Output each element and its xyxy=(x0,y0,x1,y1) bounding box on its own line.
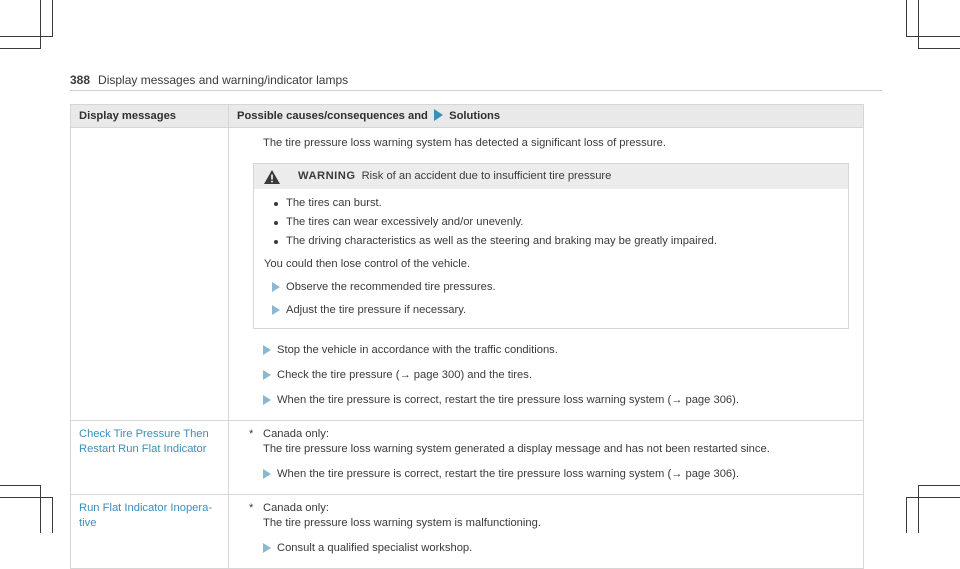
crop-mark xyxy=(40,0,41,48)
list-item xyxy=(264,196,838,211)
solution-step xyxy=(237,467,855,482)
crop-mark xyxy=(918,485,919,533)
warning-box xyxy=(253,163,849,329)
qualifier-line xyxy=(249,501,855,516)
bullet-icon xyxy=(274,240,278,244)
qualifier-text: Canada only: xyxy=(263,428,329,440)
message-cell: Run Flat Indicator Inopera-tive xyxy=(71,495,229,569)
triangle-right-icon xyxy=(263,370,271,380)
bullet-text: The driving characteristics as well as the steering and braking may be greatly impaired. xyxy=(286,235,717,247)
page-title: Display messages and warning/indicator lamps xyxy=(98,73,349,87)
step-text: When the tire pressure is correct, restart the tire pressure loss warning system (→ page 306). xyxy=(277,468,739,480)
step-text: Consult a qualified specialist workshop. xyxy=(277,542,473,554)
step-text: Stop the vehicle in accordance with the traffic conditions. xyxy=(277,344,558,356)
warning-step xyxy=(264,303,838,318)
step-text: Adjust the tire pressure if necessary. xyxy=(286,304,467,316)
warning-header xyxy=(254,164,848,189)
solutions-cell xyxy=(229,495,864,569)
triangle-right-icon xyxy=(272,305,280,315)
crop-mark xyxy=(52,0,53,36)
bullet-icon xyxy=(274,221,278,225)
description-text: The tire pressure loss warning system generated a display message and has not been restarted since. xyxy=(263,443,770,455)
bullet-icon xyxy=(274,202,278,206)
warning-step xyxy=(264,280,838,295)
intro-text: The tire pressure loss warning system has detected a significant loss of pressure. xyxy=(263,137,666,149)
crop-mark xyxy=(52,497,53,533)
col-header-display-messages: Display messages xyxy=(71,105,229,128)
table-row xyxy=(71,495,864,569)
warning-triangle-icon xyxy=(264,170,280,184)
warning-text: Risk of an accident due to insufficient tire pressure xyxy=(361,170,612,182)
col-header-causes-label: Possible causes/consequences and xyxy=(237,109,428,122)
warning-title: WARNING xyxy=(298,170,356,182)
description-text: The tire pressure loss warning system is malfunctioning. xyxy=(263,517,541,529)
crop-mark xyxy=(40,485,41,533)
message-cell: Check Tire Pressure Then Restart Run Flat Indicator xyxy=(71,421,229,495)
solutions-cell xyxy=(229,421,864,495)
triangle-right-icon xyxy=(263,543,271,553)
qualifier-line xyxy=(249,427,855,442)
list-item xyxy=(264,215,838,230)
solution-step xyxy=(237,393,855,408)
crop-mark xyxy=(906,497,907,533)
solution-step xyxy=(237,541,855,556)
crop-mark xyxy=(918,485,960,486)
step-text: Observe the recommended tire pressures. xyxy=(286,281,496,293)
qualifier-text: Canada only: xyxy=(263,502,329,514)
bullet-text: The tires can wear excessively and/or unevenly. xyxy=(286,216,524,228)
crop-mark xyxy=(0,497,53,498)
warning-body xyxy=(254,189,848,328)
list-item xyxy=(264,234,838,249)
col-header-causes-solutions xyxy=(229,105,864,128)
message-cell-empty xyxy=(71,128,229,421)
step-text: When the tire pressure is correct, restart the tire pressure loss warning system (→ page 306). xyxy=(277,394,739,406)
col-header-solutions-label: Solutions xyxy=(449,109,501,122)
crop-mark xyxy=(918,0,919,48)
triangle-right-icon xyxy=(272,282,280,292)
step-text: Check the tire pressure (→ page 300) and the tires. xyxy=(277,369,532,381)
crop-mark xyxy=(906,36,960,37)
page-header xyxy=(70,73,348,87)
warning-note: You could then lose control of the vehicle. xyxy=(264,258,471,270)
display-messages-table xyxy=(70,104,864,569)
crop-mark xyxy=(906,497,960,498)
asterisk: * xyxy=(249,502,254,514)
triangle-right-icon xyxy=(434,109,443,121)
solutions-cell xyxy=(229,128,864,421)
crop-mark xyxy=(906,0,907,36)
triangle-right-icon xyxy=(263,345,271,355)
crop-mark xyxy=(0,48,41,49)
table-row xyxy=(71,421,864,495)
bullet-text: The tires can burst. xyxy=(286,197,382,209)
crop-mark xyxy=(0,485,41,486)
crop-mark xyxy=(0,36,53,37)
crop-mark xyxy=(918,48,960,49)
asterisk: * xyxy=(249,428,254,440)
triangle-right-icon xyxy=(263,395,271,405)
triangle-right-icon xyxy=(263,469,271,479)
header-rule xyxy=(70,90,882,91)
table-header-row xyxy=(71,105,864,128)
solution-step xyxy=(237,368,855,383)
solution-step xyxy=(237,343,855,358)
page-number: 388 xyxy=(70,73,91,87)
table-row xyxy=(71,128,864,421)
